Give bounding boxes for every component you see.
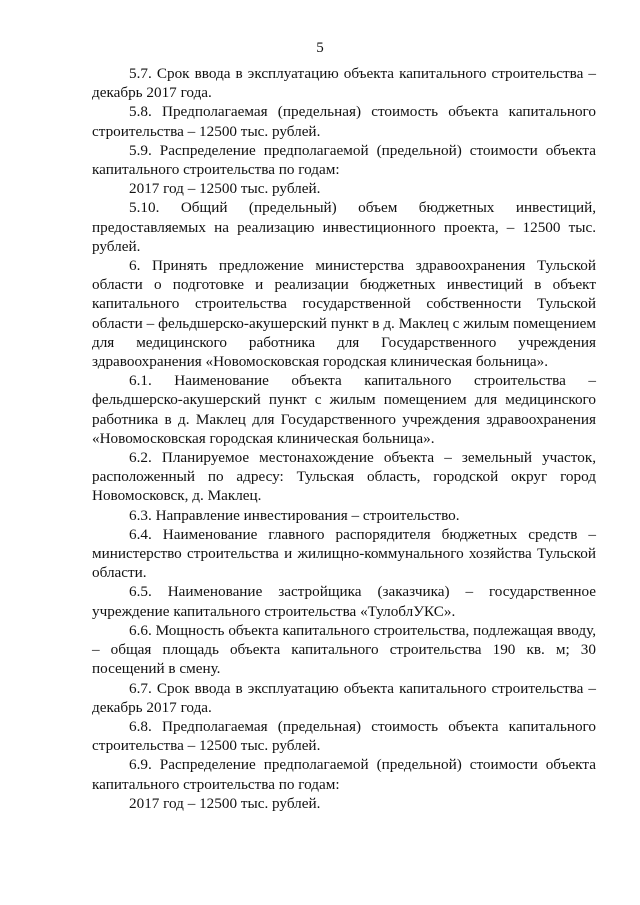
paragraph-6: 6. Принять предложение министерства здравоохранения Тульской области о подготовке и реализации бюджетных инвестиций в объект капитального строительства государственной собственности Тульской области – фельдшерско-акушерский пункт в д. Маклец с жилым помещением для медицинского работника для Государственного учреждения здравоохранения «Новомосковская городская клиническая больница».: [92, 257, 596, 371]
paragraph-6-1: 6.1. Наименование объекта капитального строительства – фельдшерско-акушерский пункт с жилым помещением для медицинского работника в д. Маклец для Государственного учреждения здравоохранения «Новомосковская городская клиническая больница».: [92, 372, 596, 447]
paragraph-6-7: 6.7. Срок ввода в эксплуатацию объекта капитального строительства – декабрь 2017 года.: [92, 679, 596, 716]
paragraph-6-5: 6.5. Наименование застройщика (заказчика) – государственное учреждение капитального строительства «ТулоблУКС».: [92, 583, 596, 620]
paragraph-6-8: 6.8. Предполагаемая (предельная) стоимость объекта капитального строительства – 12500 тыс. рублей.: [92, 717, 596, 755]
paragraph-5-7: 5.7. Срок ввода в эксплуатацию объекта капитального строительства – декабрь 2017 года.: [92, 65, 596, 102]
document-body: [92, 64, 596, 813]
paragraph-6-9-year: 2017 год – 12500 тыс. рублей.: [129, 794, 321, 812]
paragraph-5-9: 5.9. Распределение предполагаемой (предельной) стоимости объекта капитального строительства по годам:: [92, 141, 596, 179]
paragraph-6-3: 6.3. Направление инвестирования – строительство.: [129, 506, 460, 524]
page-number: 5: [316, 40, 324, 56]
paragraph-6-2: 6.2. Планируемое местонахождение объекта – земельный участок, расположенный по адресу: Тульская область, городской округ город Новомосковск, д. Маклец.: [92, 449, 596, 505]
paragraph-6-6: 6.6. Мощность объекта капитального строительства, подлежащая вводу, – общая площадь объекта капитального строительства 190 кв. м; 30 посещений в смену.: [92, 621, 596, 678]
paragraph-6-9: 6.9. Распределение предполагаемой (предельной) стоимости объекта капитального строительства по годам:: [92, 756, 596, 793]
paragraph-5-10: 5.10. Общий (предельный) объем бюджетных инвестиций, предоставляемых на реализацию инвестиционного проекта, – 12500 тыс. рублей.: [92, 199, 596, 255]
paragraph-5-9-year: 2017 год – 12500 тыс. рублей.: [129, 180, 321, 198]
paragraph-6-4: 6.4. Наименование главного распорядителя бюджетных средств – министерство строительства и жилищно-коммунального хозяйства Тульской области.: [92, 525, 596, 582]
paragraph-5-8: 5.8. Предполагаемая (предельная) стоимость объекта капитального строительства – 12500 тыс. рублей.: [92, 103, 596, 140]
